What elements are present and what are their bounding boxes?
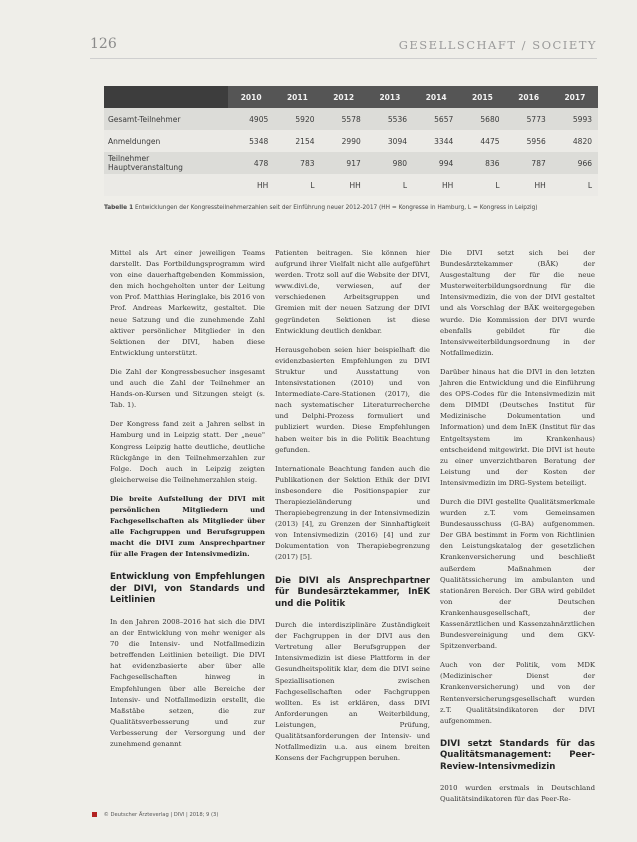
year-header: 2013 — [367, 86, 413, 108]
text-column-1 — [110, 248, 265, 758]
footer-square-icon — [92, 812, 97, 817]
table-cell: 836 — [459, 152, 505, 174]
table-cell: HH — [413, 174, 459, 196]
table-cell: 5680 — [459, 108, 505, 130]
table-cell: HH — [506, 174, 552, 196]
table-cell: 478 — [228, 152, 274, 174]
text-column-3 — [440, 248, 595, 814]
table-cell: 5348 — [228, 130, 274, 152]
table-cell: L — [367, 174, 413, 196]
page-footer — [92, 812, 218, 818]
table-cell: 4475 — [459, 130, 505, 152]
highlight-paragraph: Die breite Aufstellung der DIVI mit persönlichen Mitgliedern und Fachgesellschaften als Mitglieder über alle Fachgruppen und Berufsgruppen macht die DIVI zum Ansprechpartner für alle Fragen der Intensivmedizin. — [110, 494, 265, 559]
table-cell: L — [552, 174, 598, 196]
table-cell: 4905 — [228, 108, 274, 130]
table-cell: 5657 — [413, 108, 459, 130]
year-header: 2015 — [459, 86, 505, 108]
page-number: 126 — [90, 36, 117, 52]
caption-text: Entwicklungen der Kongressteilnehmerzahlen seit der Einführung neuer 2012-2017 (HH = Kongresse in Hamburg, L = Kongress in Leipzig) — [135, 205, 538, 211]
section-heading: Die DIVI als Ansprechpartner für Bundesärztekammer, InEK und die Politik — [275, 575, 430, 609]
paragraph: 2010 wurden erstmals in Deutschland Qualitätsindikatoren für das Peer-Re- — [440, 784, 595, 804]
caption-label: Tabelle 1 — [104, 205, 134, 211]
paragraph: Mittel als Art einer jeweiligen Teams darstellt. Das Fortbildungsprogramm wird von eine dauerhaftgebenden Kommission, den mich hochgeholten unter der Leitung von Prof. Matthias Heringlake, bis 2016 von Prof. Andreas Markewitz, gestaltet. Die neue Satzung und die zunehmende Zahl aktiver persönlicher Mitglieder in den Sektionen der DIVI, haben diese Entwicklung unterstützt. — [110, 249, 265, 357]
table-cell: L — [274, 174, 320, 196]
paragraph: Patienten beitragen. Sie können hier aufgrund ihrer Vielfalt nicht alle aufgeführt werden. Trotz soll auf die Website der DIVI, www.divi.de, verwiesen, auf der verschiedenen Arbeitsgruppen und Gremien mit der neuen Satzung der DIVI gegründeten Sektionen ist diese Entwicklung deutlich denkbar. — [275, 249, 430, 335]
row-label — [104, 174, 228, 196]
table-row — [104, 152, 598, 174]
section-heading: DIVI setzt Standards für das Qualitätsmanagement: Peer-Review-Intensivmedizin — [440, 738, 595, 772]
table-header-row — [104, 86, 598, 108]
paragraph: Durch die DIVI gestellte Qualitätsmerkmale wurden z.T. vom Gemeinsamen Bundesausschuss (G-BA) aufgenommen. Der GBA bestimmt in Form von Richtlinien den Leistungskatalog der gesetzlichen Krankenversicherung und beschließt außerdem Maßnahmen der Qualitätssicherung im ambulanten und stationären Bereich. Der GBA wird gebildet von der Deutschen Krankenhausgesellschaft, der Kassenärztlichen und Kassenzahnärztlichen Bundesvereinigung und dem GKV-Spitzenverband. — [440, 497, 595, 651]
statistics-table — [104, 86, 598, 196]
year-header: 2017 — [552, 86, 598, 108]
paragraph: Herausgehoben seien hier beispielhaft die evidenzbasierten Empfehlungen zu DIVI Struktur und Ausstattung von Intensivstationen (2010) und von Intermediate-Care-Stationen (2017), die nach systematischer Literaturrecherche und Delphi-Prozess formuliert und publiziert wurden. Diese Empfehlungen haben weiter bis in die Politik Beachtung gefunden. — [275, 345, 430, 454]
table-cell: 994 — [413, 152, 459, 174]
paragraph: Internationale Beachtung fanden auch die Publikationen der Sektion Ethik der DIVI insbesondere die Positionspapier zur Therapiezieländerung und Therapiebegrenzung in der Intensivmedizin (2013) [4], zu Grenzen der Sinnhaftigkeit von Intensivmedizin (2016) [4] und zur Dokumentation von Therapiebegrenzung (2017) [5]. — [275, 464, 430, 562]
table-cell: 980 — [367, 152, 413, 174]
row-label: Anmeldungen — [104, 130, 228, 152]
paragraph: In den Jahren 2008–2016 hat sich die DIVI an der Entwicklung von mehr weniger als 70 die Intensiv- und Notfallmedizin betreffenden Leitlinien beteiligt. Die DIVI hat evidenzbasierte aber über alle Fachgesellschaften hinweg in Empfehlungen über alle Bereiche der Intensiv- und Notfallmedizin erstellt, die Maßstäbe setzen, die zur Qualitätsverbesserung und zur Verbesserung der Versorgung und der zunehmend genannt — [110, 617, 265, 748]
table-cell: HH — [321, 174, 367, 196]
table-cell: 5920 — [274, 108, 320, 130]
text-column-2 — [275, 248, 430, 772]
year-header: 2010 — [228, 86, 274, 108]
table-row — [104, 108, 598, 130]
table-cell: 5773 — [506, 108, 552, 130]
year-header: 2011 — [274, 86, 320, 108]
table-cell: 917 — [321, 152, 367, 174]
table-cell: 4820 — [552, 130, 598, 152]
row-label: Teilnehmer Hauptveranstaltung — [104, 152, 228, 174]
year-header: 2016 — [506, 86, 552, 108]
table-cell: 2990 — [321, 130, 367, 152]
table-caption — [104, 205, 604, 211]
table-cell: 787 — [506, 152, 552, 174]
year-header: 2012 — [321, 86, 367, 108]
table-cell: L — [459, 174, 505, 196]
paragraph: Die DIVI setzt sich bei der Bundesärztekammer (BÄK) der Ausgestaltung der für die neue Musterweiterbildungsordnung für die Intensivmedizin, die von der DIVI gestaltet und als Vorschlag der BÄK weitergegeben wurde. Die Kommission der DIVI wurde ebenfalls gebildet für die Intensivweiterbildungsordnung in der Notfallmedizin. — [440, 249, 595, 357]
paragraph: Auch von der Politik, vom MDK (Medizinischer Dienst der Krankenversicherung) und von der Rentenversicherungsgesellschaft wurden z.T. Qualitätsindikatoren der DIVI aufgenommen. — [440, 661, 595, 725]
table-cell: 5578 — [321, 108, 367, 130]
table-header-corner — [104, 86, 228, 108]
paragraph: Darüber hinaus hat die DIVI in den letzten Jahren die Entwicklung und die Einführung des OPS-Codes für die Intensivmedizin mit dem DIMDI (Deutsches Institut für Medizinische Dokumentation und Information) und dem InEK (Institut für das Entgeltsystem im Krankenhaus) entscheidend mitgewirkt. Die DIVI ist heute zu einer unverzichtbaren Beratung der Leistung und der Kosten der Intensivmedizin im DRG-System beteiligt. — [440, 367, 595, 487]
statistics-table-wrapper — [104, 86, 598, 196]
header-rule — [90, 58, 597, 59]
table-row — [104, 174, 598, 196]
table-cell: 2154 — [274, 130, 320, 152]
table-cell: 783 — [274, 152, 320, 174]
table-cell: 3094 — [367, 130, 413, 152]
table-cell: 5956 — [506, 130, 552, 152]
table-row — [104, 130, 598, 152]
table-cell: 5536 — [367, 108, 413, 130]
section-heading: Entwicklung von Empfehlungen der DIVI, von Standards und Leitlinien — [110, 572, 265, 606]
table-cell: 966 — [552, 152, 598, 174]
footer-text: © Deutscher Ärzteverlag | DIVI | 2018; 9 (3) — [103, 812, 219, 818]
row-label: Gesamt-Teilnehmer — [104, 108, 228, 130]
table-cell: HH — [228, 174, 274, 196]
table-cell: 5993 — [552, 108, 598, 130]
paragraph: Durch die interdisziplinäre Zuständigkeit der Fachgruppen in der DIVI aus den Vertretung aller Berufsgruppen der Intensivmedizin ist diese Plattform in der Gesundheitspolitik klar, dem die DIVI seine Speziallisationen zwischen Fachgesellschaften oder Fachgruppen wollten. Es ist erklären, dass DIVI Anforderungen an Weiterbildung, Leistungen, Prüfung, Qualitätsanforderungen der Intensiv- und Notfallmedizin u.a. aus einem breiten Konsens der Fachgruppen beruhen. — [275, 621, 430, 763]
paragraph: Die Zahl der Kongressbesucher insgesamt und auch die Zahl der Teilnehmer an Hands-on-Kursen und Sitzungen steigt (s. Tab. 1). — [110, 367, 265, 410]
table-cell: 3344 — [413, 130, 459, 152]
running-head: GESELLSCHAFT / SOCIETY — [398, 38, 597, 52]
year-header: 2014 — [413, 86, 459, 108]
paragraph: Der Kongress fand zeit a Jahren selbst in Hamburg und in Leipzig statt. Der „neue" Kongress Leipzig hatte deutliche, deutliche Rückgänge in den Teilnehmerzahlen zur Folge. Doch auch in Leipzig zeigten gleicherweise die Teilnehmerzahlen steig. — [110, 420, 265, 484]
